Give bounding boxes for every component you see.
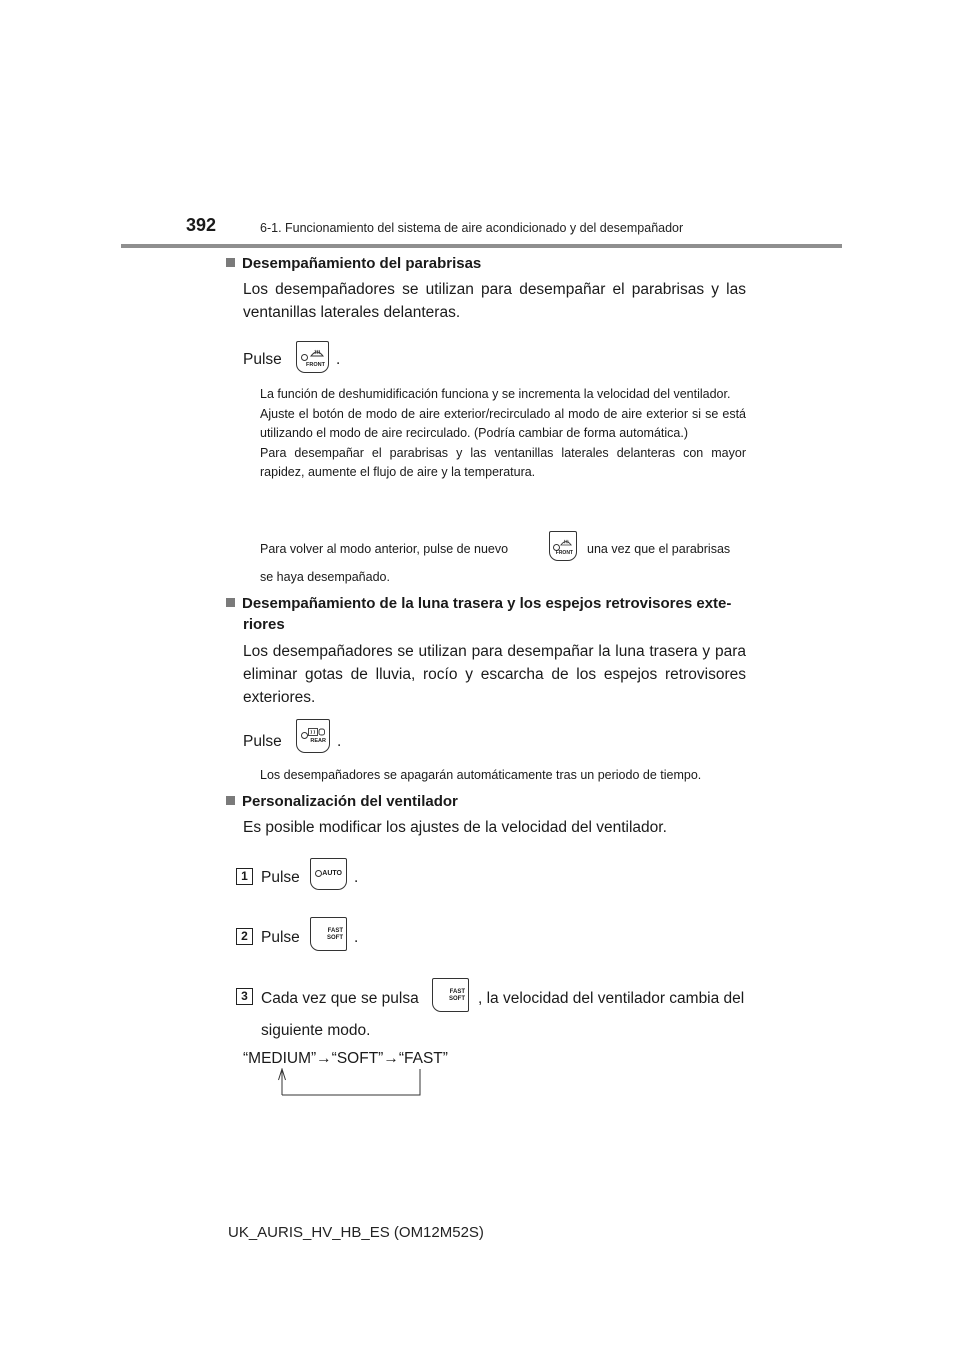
step-2-text: Pulse — [261, 929, 300, 946]
section-body-rear: Los desempañadores se utilizan para desempañar la luna trasera y para eliminar gotas de lluvia, rocío y escarcha de los espejos retrovisores exteriores. — [243, 643, 746, 706]
button-label: FRONT — [306, 362, 325, 368]
note-faster: Para desempañar el parabrisas y las ventanillas laterales delanteras con mayor rapidez, aumente el flujo de aire y la temperatura. — [260, 445, 746, 479]
windshield-defrost-icon — [560, 538, 572, 546]
front-defroster-button-inline[interactable] — [549, 531, 577, 561]
button-label: FRONT — [555, 550, 573, 556]
button-label-fast: FAST — [449, 989, 465, 995]
page-number: 392 — [186, 215, 217, 235]
fan-speed-button[interactable] — [310, 917, 347, 951]
windshield-defrost-icon — [310, 348, 324, 357]
step-3-text-cont: , la velocidad del ventilador cambia del — [478, 990, 745, 1007]
step-1-text: Pulse — [261, 869, 300, 886]
header-divider — [121, 244, 842, 248]
note-dehumidify: La función de deshumidificación funciona y se incrementa la velocidad del ventilador. — [260, 387, 731, 401]
step-number-1: 1 — [236, 868, 253, 885]
step-3-text: Cada vez que se pulsa — [261, 990, 419, 1007]
section-body-windshield: Los desempañadores se utilizan para desempañar el parabrisas y las ventanillas laterales delanteras. — [243, 281, 746, 321]
period: . — [337, 733, 342, 750]
period: . — [354, 869, 359, 886]
button-label: AUTO — [322, 870, 342, 877]
note-block-windshield — [260, 385, 746, 483]
front-defroster-button[interactable] — [296, 341, 329, 373]
note-return-a: Para volver al modo anterior, pulse de nuevo — [260, 542, 509, 556]
section-body-fan: Es posible modificar los ajustes de la velocidad del ventilador. — [243, 819, 667, 836]
pulse-instruction-front: Pulse — [243, 351, 282, 368]
note-outside-air: Ajuste el botón de modo de aire exterior/recirculado al modo de aire exterior si se está utilizando el modo de aire recirculado. (Podría cambiar de forma automática.) — [260, 406, 746, 440]
button-label-fast: FAST — [327, 928, 343, 934]
bullet-square-icon — [226, 598, 235, 607]
step-number-2: 2 — [236, 928, 253, 945]
period: . — [354, 929, 359, 946]
section-title-fan: Personalización del ventilador — [226, 791, 746, 813]
cycle-return-arrow-icon — [275, 1068, 425, 1098]
step-3-text-line2: siguiente modo. — [261, 1022, 371, 1039]
button-label-soft: SOFT — [449, 996, 465, 1002]
button-label: REAR — [310, 738, 326, 744]
note-return-c: se haya desempañado. — [260, 570, 390, 584]
pulse-instruction-rear: Pulse — [243, 733, 282, 750]
document-code: UK_AURIS_HV_HB_ES (OM12M52S) — [228, 1224, 484, 1241]
note-auto-off: Los desempañadores se apagarán automáticamente tras un periodo de tiempo. — [260, 768, 702, 782]
bullet-square-icon — [226, 796, 235, 805]
section-title-windshield: Desempañamiento del parabrisas — [226, 253, 746, 275]
rear-defogger-button[interactable] — [296, 719, 330, 753]
chapter-title: 6-1. Funcionamiento del sistema de aire acondicionado y del desempañador — [260, 221, 684, 235]
fan-speed-button-inline[interactable] — [432, 978, 469, 1012]
rear-window-defogger-icon — [308, 728, 325, 736]
section-title-rear-cont: riores — [243, 616, 285, 633]
note-return-b: una vez que el parabrisas — [587, 542, 731, 556]
period: . — [336, 351, 341, 368]
indicator-light-icon — [301, 732, 308, 739]
section-title-rear: Desempañamiento de la luna trasera y los espejos retrovisores exte- — [226, 593, 746, 615]
auto-button[interactable] — [310, 858, 347, 890]
indicator-light-icon — [315, 870, 322, 877]
indicator-light-icon — [301, 354, 308, 361]
fan-speed-cycle: “MEDIUM”→“SOFT”→“FAST” — [243, 1050, 448, 1067]
button-label-soft: SOFT — [327, 935, 343, 941]
step-number-3: 3 — [236, 988, 253, 1005]
bullet-square-icon — [226, 258, 235, 267]
